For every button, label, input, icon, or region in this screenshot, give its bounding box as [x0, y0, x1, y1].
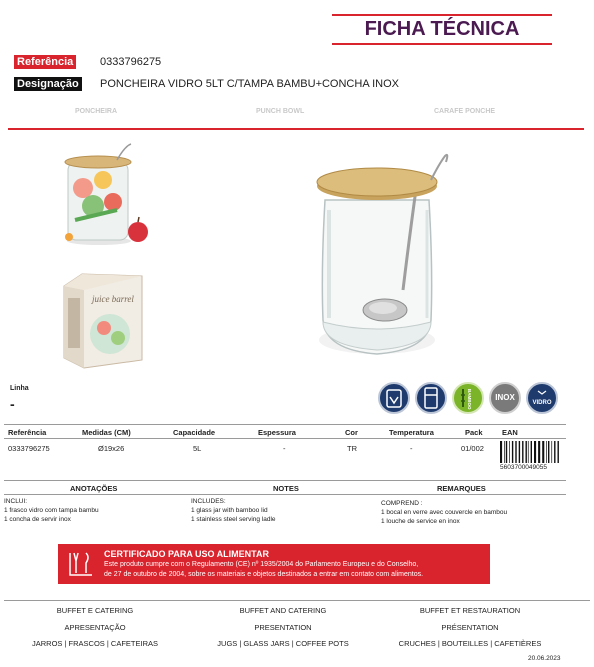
product-photo-main: [305, 150, 455, 368]
th-capacidade: Capacidade: [173, 428, 216, 437]
td-espessura: -: [283, 444, 286, 453]
notes-en-line: 1 stainless steel serving ladle: [191, 516, 276, 523]
barcode-bar: [528, 441, 529, 463]
th-pack: Pack: [465, 428, 483, 437]
title-top-rule: [332, 14, 552, 16]
linha-label: Linha: [10, 385, 29, 392]
footer-fr-products: CRUCHES | BOUTEILLES | CAFETIÈRES: [398, 639, 542, 648]
notes-fr-line: 1 louche de service en inox: [381, 518, 460, 525]
barcode-bar: [519, 441, 520, 463]
ean-barcode: [500, 441, 560, 463]
barcode-bar: [542, 441, 544, 463]
td-temperatura: -: [410, 444, 413, 453]
designacao-value: PONCHEIRA VIDRO 5LT C/TAMPA BAMBU+CONCHA INOX: [100, 78, 399, 90]
th-medidas: Medidas (CM): [82, 428, 131, 437]
bamboo-icon: [452, 382, 484, 414]
barcode-bar: [548, 441, 549, 463]
barcode-bar: [504, 441, 505, 463]
td-capacidade: 5L: [193, 444, 202, 453]
referencia-value: 0333796275: [100, 56, 162, 68]
barcode-bar: [534, 441, 536, 463]
table-top-rule: [4, 424, 566, 425]
certificate-title: CERTIFICADO PARA USO ALIMENTAR: [104, 549, 269, 559]
vidro-label: VIDRO: [532, 400, 552, 406]
notes-en-line: INCLUDES:: [191, 498, 226, 505]
td-medidas: Ø19x26: [98, 444, 125, 453]
page-title: FICHA TÉCNICA: [364, 18, 520, 40]
referencia-label: Referência: [14, 55, 76, 69]
th-referencia: Referência: [8, 428, 47, 437]
notes-pt-line: 1 frasco vidro com tampa bambu: [4, 507, 99, 514]
inox-icon: [489, 382, 521, 414]
document-date: 20.06.2023: [528, 655, 561, 662]
vidro-icon: [526, 382, 558, 414]
footer-en-subcategory: PRESENTATION: [254, 623, 312, 632]
certificate-line-2: de 27 de outubro de 2004, sobre os materiais e objetos destinados a entrar em contato com alimentos.: [104, 571, 424, 578]
th-ean: EAN: [502, 428, 518, 437]
section-divider: [8, 128, 584, 130]
notes-pt-title: ANOTAÇÕES: [70, 484, 118, 493]
bamboo-label: BAMBOO: [467, 389, 472, 410]
inox-label: INOX: [495, 393, 515, 402]
food-safe-icon: [64, 547, 100, 581]
notes-top-rule: [4, 480, 566, 481]
notes-pt-line: INCLUI:: [4, 498, 28, 505]
name-en: PUNCH BOWL: [256, 108, 305, 115]
notes-fr-line: COMPREND :: [381, 500, 423, 507]
dishwasher-icon: [378, 382, 410, 414]
name-fr: CARAFE PONCHE: [434, 108, 496, 115]
footer-fr-category: BUFFET ET RESTAURATION: [419, 606, 521, 615]
table-header-rule: [4, 438, 566, 439]
notes-fr-line: 1 bocal en verre avec couvercle en bambou: [381, 509, 508, 516]
barcode-bar: [551, 441, 552, 463]
notes-fr-title: REMARQUES: [437, 484, 486, 493]
barcode-bar: [509, 441, 510, 463]
footer-en-products: JUGS | GLASS JARS | COFFEE POTS: [217, 639, 349, 648]
fridge-icon: [415, 382, 447, 414]
box-text: juice barrel: [92, 294, 134, 304]
footer-pt-subcategory: APRESENTAÇÃO: [64, 623, 126, 632]
product-photo-small: [55, 140, 155, 250]
title-bottom-rule: [332, 43, 552, 45]
product-box-photo: [58, 268, 148, 372]
ean-number: 5603700049055: [500, 464, 547, 471]
barcode-bar: [522, 441, 523, 463]
barcode-bar: [526, 441, 527, 463]
barcode-bar: [554, 441, 555, 463]
footer-top-rule: [4, 600, 590, 601]
notes-header-rule: [4, 494, 566, 495]
linha-value: -: [10, 396, 15, 412]
notes-en-line: 1 glass jar with bamboo lid: [191, 507, 268, 514]
designacao-label: Designação: [14, 77, 82, 91]
footer-pt-category: BUFFET E CATERING: [56, 606, 134, 615]
barcode-bar: [515, 441, 516, 463]
th-cor: Cor: [345, 428, 358, 437]
td-referencia: 0333796275: [8, 444, 50, 453]
td-cor: TR: [347, 444, 357, 453]
td-pack: 01/002: [461, 444, 484, 453]
food-safe-certificate: [58, 544, 490, 584]
barcode-bar: [512, 441, 513, 463]
name-pt: PONCHEIRA: [75, 108, 118, 115]
footer-en-category: BUFFET AND CATERING: [239, 606, 327, 615]
th-temperatura: Temperatura: [389, 428, 434, 437]
barcode-bar: [558, 441, 559, 463]
barcode-bar: [546, 441, 547, 463]
certificate-line-1: Este produto cumpre com o Regulamento (CE) nº 1935/2004 do Parlamento Europeu e do Conselho,: [104, 561, 419, 568]
th-espessura: Espessura: [258, 428, 296, 437]
notes-pt-line: 1 concha de servir inox: [4, 516, 71, 523]
barcode-bar: [531, 441, 532, 463]
barcode-bar: [506, 441, 507, 463]
barcode-bar: [538, 441, 540, 463]
footer-fr-subcategory: PRÉSENTATION: [441, 623, 499, 632]
footer-pt-products: JARROS | FRASCOS | CAFETEIRAS: [32, 639, 158, 648]
notes-en-title: NOTES: [273, 484, 299, 493]
barcode-bar: [500, 441, 502, 463]
